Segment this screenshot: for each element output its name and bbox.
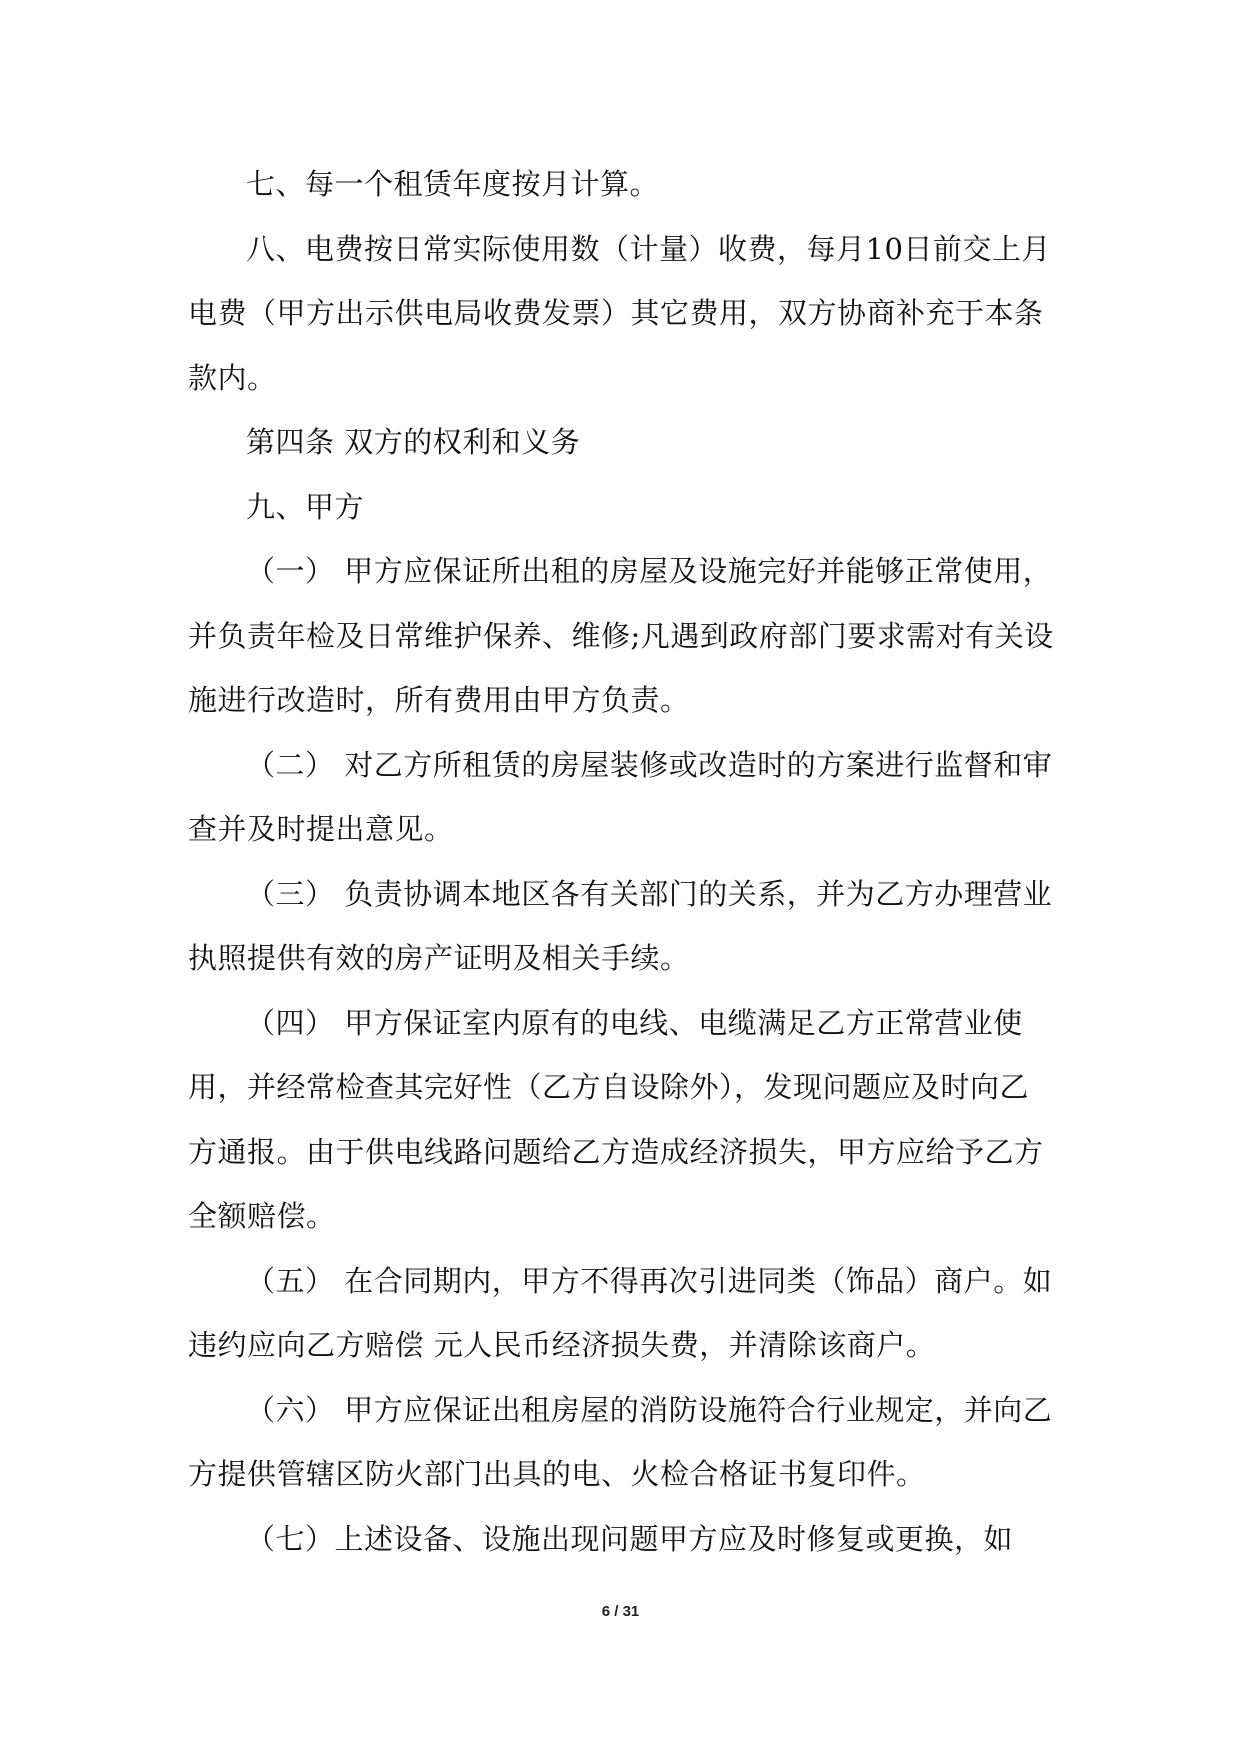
clause-7: （七）上述设备、设施出现问题甲方应及时修复或更换，如 — [246, 1521, 1014, 1556]
clause-5: （五） 在合同期内，甲方不得再次引进同类（饰品）商户。如违约应向乙方赔偿 元人民币经济损失费，并清除该商户。 — [188, 1263, 1053, 1362]
document-body — [188, 152, 1058, 1571]
clause-1: （一） 甲方应保证所出租的房屋及设施完好并能够正常使用，并负责年检及日常维护保养、维修;凡遇到政府部门要求需对有关设施进行改造时，所有费用由甲方负责。 — [188, 554, 1054, 717]
page-number: 6 / 31 — [601, 1603, 640, 1620]
paragraph-7: 七、每一个租赁年度按月计算。 — [246, 167, 660, 201]
clause-4: （四） 甲方保证室内原有的电线、电缆满足乙方正常营业使用，并经常检查其完好性（乙方自设除外），发现问题应及时向乙方通报。由于供电线路问题给乙方造成经济损失，甲方应给予乙方全额赔偿。 — [188, 1005, 1044, 1233]
paragraph-9-heading: 九、甲方 — [246, 489, 365, 524]
clause-2: （二） 对乙方所租赁的房屋装修或改造时的方案进行监督和审查并及时提出意见。 — [188, 747, 1053, 846]
paragraph-8: 八、电费按日常实际使用数（计量）收费，每月10日前交上月电费（甲方出示供电局收费发票）其它费用，双方协商补充于本条款内。 — [188, 231, 1051, 395]
section-heading-article-4: 第四条 双方的权利和义务 — [246, 425, 581, 459]
clause-3: （三） 负责协调本地区各有关部门的关系，并为乙方办理营业执照提供有效的房产证明及相关手续。 — [188, 876, 1053, 975]
clause-6: （六） 甲方应保证出租房屋的消防设施符合行业规定，并向乙方提供管辖区防火部门出具的电、火检合格证书复印件。 — [188, 1392, 1053, 1491]
